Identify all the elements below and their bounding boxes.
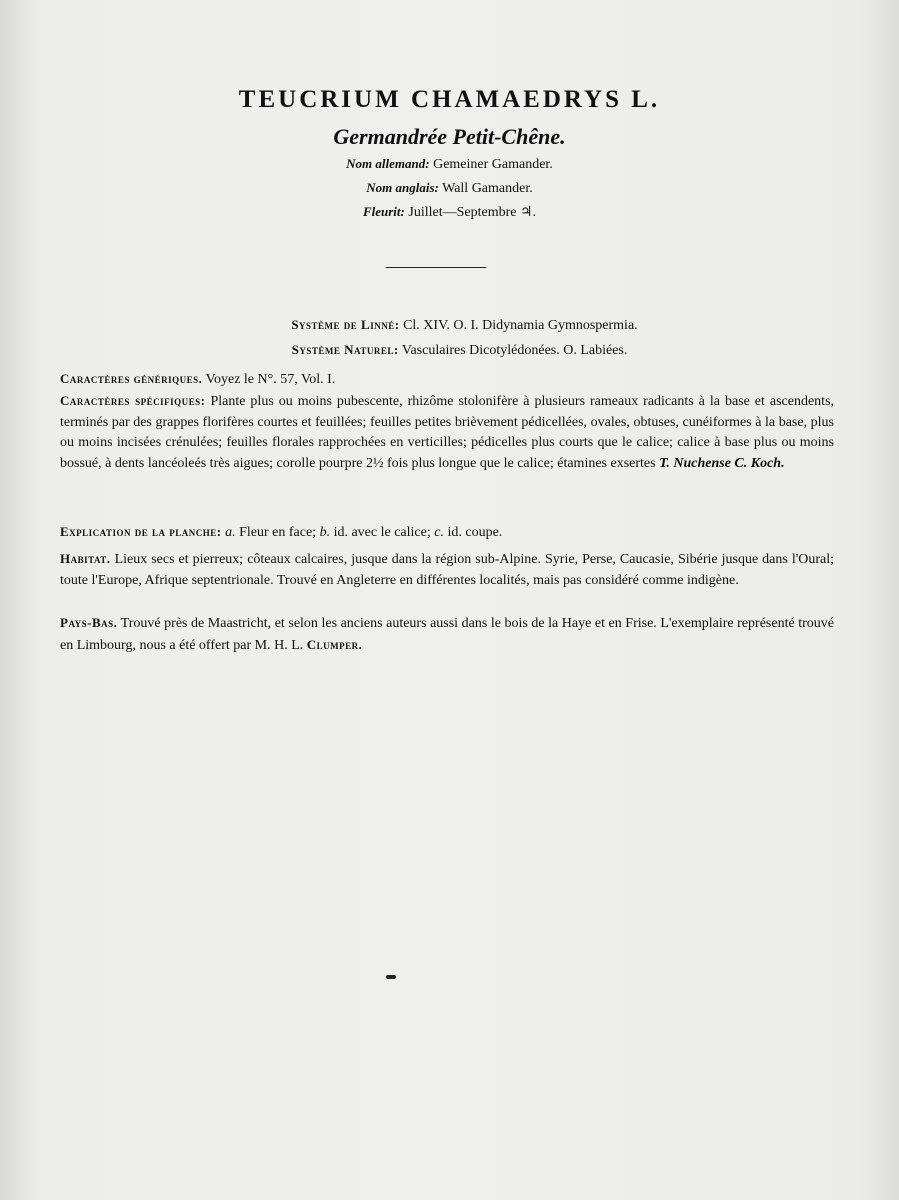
german-name-line	[0, 156, 899, 173]
natural-system-label: Système Naturel:	[291, 342, 399, 357]
fig-c-key: c.	[434, 525, 444, 540]
fig-a-key: a.	[225, 525, 236, 540]
fig-b-text: id. avec le calice;	[333, 525, 431, 540]
plate-explanation	[60, 522, 834, 544]
natural-system-line	[0, 342, 899, 359]
english-name-value: Wall Gamander.	[442, 181, 533, 196]
generic-characters	[60, 369, 834, 391]
divider-rule	[386, 267, 486, 268]
plate-explanation-label: Explication de la planche:	[60, 524, 222, 539]
flowering-value: Juillet—Septembre ♃.	[408, 205, 537, 220]
linne-system-line	[0, 317, 899, 334]
specific-characters	[60, 391, 834, 474]
generic-characters-label: Caractères génériques.	[60, 371, 203, 386]
fig-a-text: Fleur en face;	[239, 525, 317, 540]
plant-title: TEUCRIUM CHAMAEDRYS L.	[238, 86, 661, 113]
pays-bas-label: Pays-Bas.	[60, 615, 118, 630]
specific-characters-value: Plante plus ou moins pubescente, rhizôme stolonifère à plusieurs rameaux radicants à la base et ascendents, terminés par des grappes florifères courtes et feuillées; feuilles petites brièvement pédicellées, ovales, obtuses, cunéiformes à la base, plus ou moins incisées crénulées; feuilles florales rapprochées en verticilles; pédicelles plus courts que le calice; calice à base plus ou moins bossué, à dents lancéoleés très aigues; corolle pourpre 2½ fois plus longue que le calice; étamines exsertes	[60, 394, 835, 471]
synonym-text: T. Nuchense C. Koch.	[659, 455, 785, 471]
fig-b-key: b.	[319, 525, 331, 540]
linne-system-value: Cl. XIV. O. I. Didynamia Gymnospermia.	[403, 318, 638, 333]
english-name-label: Nom anglais:	[366, 180, 439, 195]
habitat-paragraph	[60, 549, 834, 591]
flowering-label: Fleurit:	[362, 204, 405, 219]
flowering-line	[0, 204, 899, 221]
habitat-label: Habitat.	[60, 551, 111, 566]
specific-characters-label: Caractères spécifiques:	[60, 393, 206, 408]
fig-c-text: id. coupe.	[447, 525, 503, 540]
donor-name: Clumper.	[306, 636, 363, 652]
ink-speck	[386, 975, 396, 979]
habitat-value: Lieux secs et pierreux; côteaux calcaires, jusque dans la région sub-Alpine. Syrie, Perse, Caucasie, Sibérie jusque dans l'Oural; toute l'Europe, Afrique septentrionale. Trouvé en Angleterre en différentes localités, mais pas considéré comme indigène.	[60, 552, 835, 588]
pays-bas-paragraph	[60, 613, 834, 656]
generic-characters-value: Voyez le N°. 57, Vol. I.	[205, 372, 336, 387]
german-name-label: Nom allemand:	[346, 156, 430, 171]
english-name-line	[0, 180, 899, 197]
pays-bas-value: Trouvé près de Maastricht, et selon les anciens auteurs aussi dans le bois de la Haye et en Frise. L'exemplaire représenté trouvé en Limbourg, nous a été offert par M. H. L.	[60, 616, 834, 653]
french-name: Germandrée Petit-Chêne.	[333, 124, 566, 149]
german-name-value: Gemeiner Gamander.	[433, 157, 553, 172]
natural-system-value: Vasculaires Dicotylédonées. O. Labiées.	[401, 343, 628, 358]
linne-system-label: Système de Linné:	[291, 317, 400, 332]
